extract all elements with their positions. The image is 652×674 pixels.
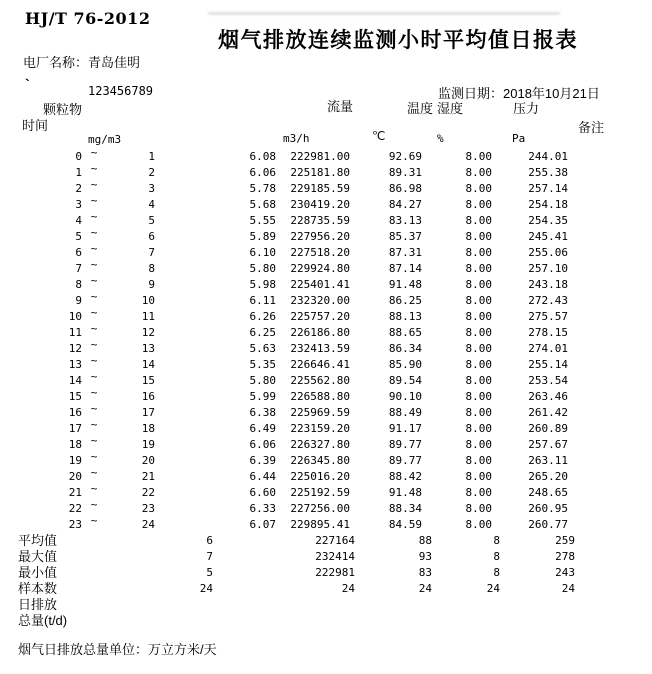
title-ghost-artifact: [208, 12, 560, 15]
hour-end: 23: [141, 502, 155, 515]
hour-end: 14: [141, 358, 155, 371]
hour-end: 4: [148, 198, 155, 211]
flow-value: 225562.80: [290, 374, 350, 387]
humidity-value: 8.00: [465, 310, 492, 323]
summary-pressure-value: 259: [555, 534, 575, 547]
hour-start: 0: [75, 150, 82, 163]
unit-temp: ℃: [372, 129, 386, 143]
pm-value: 6.38: [249, 406, 276, 419]
pressure-value: 255.14: [528, 358, 568, 371]
pressure-value: 254.18: [528, 198, 568, 211]
flow-value: 225181.80: [290, 166, 350, 179]
pm-value: 6.44: [249, 470, 276, 483]
summary-label: 样本数: [18, 581, 58, 596]
summary-pm-value: [118, 597, 213, 613]
hour-start: 12: [68, 342, 82, 355]
temp-value: 86.98: [388, 182, 422, 195]
hour-start: 15: [68, 390, 82, 403]
temp-value: 85.37: [388, 230, 422, 243]
hour-start: 3: [75, 198, 82, 211]
humidity-value: 8.00: [465, 294, 492, 307]
hour-end: 10: [141, 294, 155, 307]
humidity-value: 8.00: [465, 454, 492, 467]
summary-label: 最大值: [18, 549, 58, 564]
pm-value: 6.26: [249, 310, 276, 323]
hour-start: 8: [75, 278, 82, 291]
humidity-value: 8.00: [465, 246, 492, 259]
summary-flow-value: 227164: [315, 534, 355, 547]
hour-start: 1: [75, 166, 82, 179]
unit-humidity: %: [437, 132, 444, 145]
flow-value: 227518.20: [290, 246, 350, 259]
temp-value: 88.34: [388, 502, 422, 515]
hour-end: 2: [148, 166, 155, 179]
tilde-separator: ~: [90, 194, 98, 207]
pm-value: 6.49: [249, 422, 276, 435]
temp-value: 88.13: [388, 310, 422, 323]
pressure-value: 261.42: [528, 406, 568, 419]
summary-pm-value: 5: [206, 566, 213, 579]
pressure-value: 260.89: [528, 422, 568, 435]
pm-value: 6.06: [249, 166, 276, 179]
plant-name-line: 电厂名称：青岛佳明: [23, 55, 141, 70]
summary-row: [0, 613, 652, 629]
temp-value: 92.69: [388, 150, 422, 163]
tilde-separator: ~: [90, 466, 98, 479]
pressure-value: 274.01: [528, 342, 568, 355]
tilde-separator: ~: [90, 274, 98, 287]
hour-end: 7: [148, 246, 155, 259]
temp-value: 91.48: [388, 486, 422, 499]
humidity-value: 8.00: [465, 342, 492, 355]
summary-pressure-value: 278: [555, 550, 575, 563]
pm-value: 5.99: [249, 390, 276, 403]
temp-value: 87.31: [388, 246, 422, 259]
temp-value: 89.77: [388, 438, 422, 451]
pressure-value: 257.14: [528, 182, 568, 195]
humidity-value: 8.00: [465, 166, 492, 179]
pressure-value: 272.43: [528, 294, 568, 307]
table-row: [0, 514, 652, 533]
tilde-separator: ~: [90, 354, 98, 367]
summary-humidity-value: 8: [493, 566, 500, 579]
col-header-pm: 颗粒物: [43, 102, 83, 117]
stray-mark: `: [25, 76, 30, 92]
summary-temp-value: 24: [418, 582, 432, 595]
footer-note: 烟气日排放总量单位：万立方米/天: [18, 642, 217, 657]
summary-label: 平均值: [18, 533, 58, 548]
pm-value: 5.78: [249, 182, 276, 195]
summary-row: [0, 565, 652, 581]
pm-value: 5.35: [249, 358, 276, 371]
humidity-value: 8.00: [465, 358, 492, 371]
hour-start: 13: [68, 358, 82, 371]
tilde-separator: ~: [90, 146, 98, 159]
hour-end: 5: [148, 214, 155, 227]
summary-pm-value: [118, 613, 213, 629]
summary-humidity-value: [432, 613, 500, 629]
pressure-value: 260.77: [528, 518, 568, 531]
flow-value: 229924.80: [290, 262, 350, 275]
temp-value: 88.42: [388, 470, 422, 483]
summary-label: 日排放: [18, 597, 58, 612]
humidity-value: 8.00: [465, 374, 492, 387]
summary-flow-value: [213, 597, 355, 613]
summary-temp-value: 88: [418, 534, 432, 547]
summary-flow-value: 222981: [315, 566, 355, 579]
hour-end: 6: [148, 230, 155, 243]
hour-end: 16: [141, 390, 155, 403]
summary-pm-value: 24: [199, 582, 213, 595]
hour-start: 7: [75, 262, 82, 275]
hour-end: 21: [141, 470, 155, 483]
tilde-separator: ~: [90, 386, 98, 399]
temp-value: 86.34: [388, 342, 422, 355]
summary-temp-value: [355, 597, 432, 613]
pm-value: 5.80: [249, 262, 276, 275]
flow-value: 226588.80: [290, 390, 350, 403]
hour-start: 9: [75, 294, 82, 307]
col-header-remark: 备注: [578, 120, 605, 135]
humidity-value: 8.00: [465, 150, 492, 163]
summary-flow-value: 232414: [315, 550, 355, 563]
hour-end: 15: [141, 374, 155, 387]
hour-start: 5: [75, 230, 82, 243]
summary-row: [0, 581, 652, 597]
hour-start: 20: [68, 470, 82, 483]
hour-start: 11: [68, 326, 82, 339]
temp-value: 87.14: [388, 262, 422, 275]
humidity-value: 8.00: [465, 390, 492, 403]
humidity-value: 8.00: [465, 230, 492, 243]
summary-pressure-value: [500, 613, 575, 629]
flow-value: 232320.00: [290, 294, 350, 307]
summary-pm-value: 6: [206, 534, 213, 547]
hour-end: 3: [148, 182, 155, 195]
tilde-separator: ~: [90, 482, 98, 495]
pressure-value: 257.67: [528, 438, 568, 451]
hour-start: 22: [68, 502, 82, 515]
unit-pm: mg/m3: [88, 133, 122, 146]
summary-pressure-value: 243: [555, 566, 575, 579]
tilde-separator: ~: [90, 258, 98, 271]
pm-value: 5.98: [249, 278, 276, 291]
pressure-value: 257.10: [528, 262, 568, 275]
col-header-flow: 流量: [327, 99, 354, 114]
tilde-separator: ~: [90, 514, 98, 527]
tilde-separator: ~: [90, 162, 98, 175]
pressure-value: 253.54: [528, 374, 568, 387]
hour-start: 4: [75, 214, 82, 227]
tilde-separator: ~: [90, 370, 98, 383]
tilde-separator: ~: [90, 210, 98, 223]
flow-value: 226646.41: [290, 358, 350, 371]
flow-value: 225016.20: [290, 470, 350, 483]
humidity-value: 8.00: [465, 470, 492, 483]
flow-value: 225401.41: [290, 278, 350, 291]
pressure-value: 248.65: [528, 486, 568, 499]
summary-row: [0, 549, 652, 565]
temp-value: 84.27: [388, 198, 422, 211]
temp-value: 85.90: [388, 358, 422, 371]
summary-flow-value: 24: [341, 582, 355, 595]
hour-end: 18: [141, 422, 155, 435]
hour-start: 23: [68, 518, 82, 531]
serial-number: 123456789: [88, 84, 154, 98]
summary-humidity-value: [432, 597, 500, 613]
col-header-time: 时间: [22, 118, 49, 133]
pressure-value: 263.46: [528, 390, 568, 403]
pressure-value: 244.01: [528, 150, 568, 163]
humidity-value: 8.00: [465, 518, 492, 531]
summary-humidity-value: 24: [486, 582, 500, 595]
summary-pm-value: 7: [206, 550, 213, 563]
pressure-value: 260.95: [528, 502, 568, 515]
pressure-value: 275.57: [528, 310, 568, 323]
flow-value: 225757.20: [290, 310, 350, 323]
pm-value: 5.68: [249, 198, 276, 211]
hour-end: 19: [141, 438, 155, 451]
pressure-value: 265.20: [528, 470, 568, 483]
pressure-value: 245.41: [528, 230, 568, 243]
pressure-value: 255.06: [528, 246, 568, 259]
hour-end: 8: [148, 262, 155, 275]
temp-value: 89.54: [388, 374, 422, 387]
hour-start: 18: [68, 438, 82, 451]
pm-value: 6.07: [249, 518, 276, 531]
hourly-table: [0, 146, 652, 533]
tilde-separator: ~: [90, 322, 98, 335]
tilde-separator: ~: [90, 434, 98, 447]
flow-value: 229185.59: [290, 182, 350, 195]
pm-value: 6.08: [249, 150, 276, 163]
humidity-value: 8.00: [465, 262, 492, 275]
flow-value: 225192.59: [290, 486, 350, 499]
summary-label: 最小值: [18, 565, 58, 580]
hour-end: 9: [148, 278, 155, 291]
hour-start: 21: [68, 486, 82, 499]
flow-value: 227956.20: [290, 230, 350, 243]
summary-temp-value: [355, 613, 432, 629]
flow-value: 227256.00: [290, 502, 350, 515]
temp-value: 86.25: [388, 294, 422, 307]
hour-start: 6: [75, 246, 82, 259]
humidity-value: 8.00: [465, 406, 492, 419]
temp-value: 88.49: [388, 406, 422, 419]
hour-start: 14: [68, 374, 82, 387]
hour-end: 1: [148, 150, 155, 163]
flow-value: 223159.20: [290, 422, 350, 435]
pressure-value: 255.38: [528, 166, 568, 179]
summary-pressure-value: 24: [561, 582, 575, 595]
summary-temp-value: 93: [418, 550, 432, 563]
pressure-value: 243.18: [528, 278, 568, 291]
unit-pressure: Pa: [512, 132, 526, 145]
flow-value: 232413.59: [290, 342, 350, 355]
humidity-value: 8.00: [465, 198, 492, 211]
summary-temp-value: 83: [418, 566, 432, 579]
humidity-value: 8.00: [465, 422, 492, 435]
monitoring-date: 监测日期：2018年10月21日: [438, 86, 600, 101]
pm-value: 6.11: [249, 294, 276, 307]
tilde-separator: ~: [90, 402, 98, 415]
hour-start: 10: [68, 310, 82, 323]
hour-start: 16: [68, 406, 82, 419]
humidity-value: 8.00: [465, 326, 492, 339]
humidity-value: 8.00: [465, 502, 492, 515]
summary-table: [0, 533, 652, 629]
flow-value: 230419.20: [290, 198, 350, 211]
col-header-pressure: 压力: [513, 101, 540, 116]
humidity-value: 8.00: [465, 438, 492, 451]
hour-start: 19: [68, 454, 82, 467]
temp-value: 84.59: [388, 518, 422, 531]
tilde-separator: ~: [90, 226, 98, 239]
summary-label: 总量(t/d): [18, 613, 68, 628]
pm-value: 6.10: [249, 246, 276, 259]
hour-end: 20: [141, 454, 155, 467]
summary-pressure-value: [500, 597, 575, 613]
summary-humidity-value: 8: [493, 550, 500, 563]
temp-value: 89.31: [388, 166, 422, 179]
summary-row: [0, 597, 652, 613]
standard-code: HJ/T 76-2012: [25, 9, 151, 28]
pressure-value: 254.35: [528, 214, 568, 227]
temp-value: 91.17: [388, 422, 422, 435]
hour-end: 22: [141, 486, 155, 499]
pm-value: 6.60: [249, 486, 276, 499]
hour-end: 13: [141, 342, 155, 355]
temp-value: 91.48: [388, 278, 422, 291]
col-header-humidity: 湿度: [437, 101, 464, 116]
hour-end: 17: [141, 406, 155, 419]
tilde-separator: ~: [90, 290, 98, 303]
flow-value: 228735.59: [290, 214, 350, 227]
pm-value: 5.55: [249, 214, 276, 227]
hour-end: 12: [141, 326, 155, 339]
pm-value: 6.33: [249, 502, 276, 515]
tilde-separator: ~: [90, 338, 98, 351]
unit-flow: m3/h: [283, 132, 310, 145]
flow-value: 226327.80: [290, 438, 350, 451]
pm-value: 5.63: [249, 342, 276, 355]
humidity-value: 8.00: [465, 486, 492, 499]
tilde-separator: ~: [90, 498, 98, 511]
col-header-temp: 温度: [407, 101, 434, 116]
pm-value: 6.25: [249, 326, 276, 339]
temp-value: 89.77: [388, 454, 422, 467]
humidity-value: 8.00: [465, 182, 492, 195]
humidity-value: 8.00: [465, 278, 492, 291]
hour-start: 17: [68, 422, 82, 435]
tilde-separator: ~: [90, 242, 98, 255]
hour-end: 11: [141, 310, 155, 323]
humidity-value: 8.00: [465, 214, 492, 227]
temp-value: 88.65: [388, 326, 422, 339]
temp-value: 90.10: [388, 390, 422, 403]
hour-start: 2: [75, 182, 82, 195]
pm-value: 5.80: [249, 374, 276, 387]
flow-value: 226345.80: [290, 454, 350, 467]
flow-value: 226186.80: [290, 326, 350, 339]
page-title: 烟气排放连续监测小时平均值日报表: [218, 29, 578, 52]
flow-value: 222981.00: [290, 150, 350, 163]
tilde-separator: ~: [90, 306, 98, 319]
pm-value: 6.39: [249, 454, 276, 467]
tilde-separator: ~: [90, 418, 98, 431]
flow-value: 225969.59: [290, 406, 350, 419]
pm-value: 6.06: [249, 438, 276, 451]
summary-flow-value: [213, 613, 355, 629]
pressure-value: 263.11: [528, 454, 568, 467]
temp-value: 83.13: [388, 214, 422, 227]
pressure-value: 278.15: [528, 326, 568, 339]
tilde-separator: ~: [90, 450, 98, 463]
pm-value: 5.89: [249, 230, 276, 243]
hour-end: 24: [141, 518, 155, 531]
summary-row: [0, 533, 652, 549]
flow-value: 229895.41: [290, 518, 350, 531]
summary-humidity-value: 8: [493, 534, 500, 547]
tilde-separator: ~: [90, 178, 98, 191]
